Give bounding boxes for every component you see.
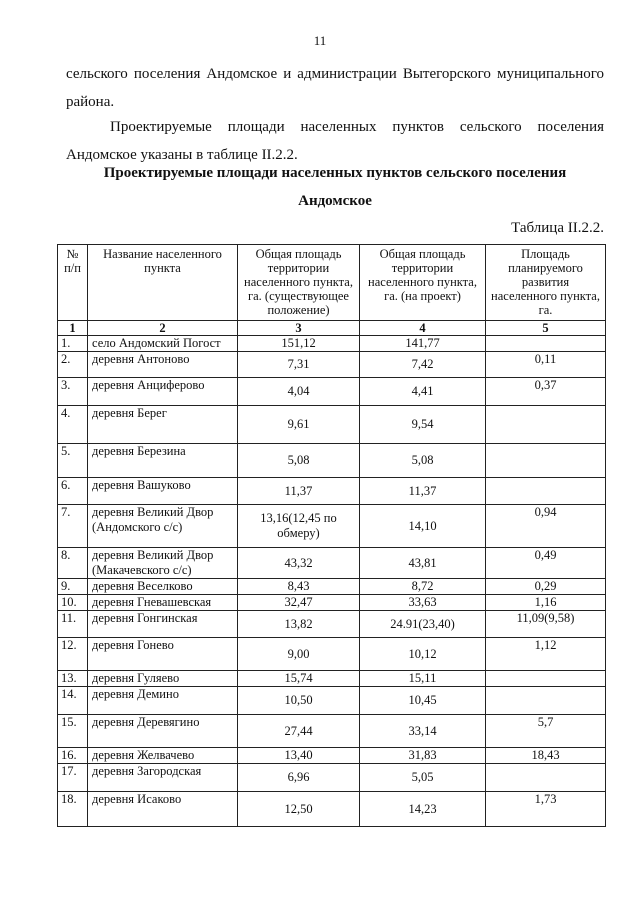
development-area: 0,94: [486, 505, 606, 548]
settlement-name: деревня Деревягино: [88, 715, 238, 748]
intro-paragraph-1: [66, 60, 604, 116]
table-row: [58, 764, 606, 792]
row-number: 1.: [58, 336, 88, 352]
project-area: 141,77: [360, 336, 486, 352]
existing-area: 43,32: [238, 548, 360, 579]
development-area: [486, 444, 606, 478]
row-number: 17.: [58, 764, 88, 792]
intro-line-2: района.: [66, 94, 115, 110]
settlement-name: деревня Загородская: [88, 764, 238, 792]
development-area: 18,43: [486, 748, 606, 764]
project-area: 7,42: [360, 352, 486, 378]
existing-area: 32,47: [238, 595, 360, 611]
table-row: [58, 687, 606, 715]
row-number: 3.: [58, 378, 88, 406]
row-number: 14.: [58, 687, 88, 715]
settlement-name: деревня Гневашевская: [88, 595, 238, 611]
row-number: 4.: [58, 406, 88, 444]
project-area: 15,11: [360, 671, 486, 687]
project-area: 11,37: [360, 478, 486, 505]
development-area: [486, 687, 606, 715]
table-row: [58, 792, 606, 827]
existing-area: 13,40: [238, 748, 360, 764]
project-area: 43,81: [360, 548, 486, 579]
settlement-name: деревня Березина: [88, 444, 238, 478]
project-area: 31,83: [360, 748, 486, 764]
development-area: [486, 478, 606, 505]
settlement-name: деревня Великий Двор (Макачевского с/с): [88, 548, 238, 579]
header-project-area: Общая площадь территории населенного пункта, га. (на проект): [360, 245, 486, 321]
project-area: 5,08: [360, 444, 486, 478]
table-header-row: [58, 245, 606, 321]
table-row: [58, 748, 606, 764]
existing-area: 12,50: [238, 792, 360, 827]
column-number: 3: [238, 321, 360, 336]
development-area: 5,7: [486, 715, 606, 748]
settlement-name: село Андомский Погост: [88, 336, 238, 352]
settlements-area-table: [57, 244, 606, 827]
table-row: [58, 478, 606, 505]
row-number: 16.: [58, 748, 88, 764]
row-number: 10.: [58, 595, 88, 611]
table-title-line-2: Андомское: [298, 193, 372, 209]
intro-line-3: Проектируемые площади населенных пунктов сельского поселения: [110, 119, 604, 135]
column-number: 5: [486, 321, 606, 336]
project-area: 14,23: [360, 792, 486, 827]
existing-area: 11,37: [238, 478, 360, 505]
settlement-name: деревня Желвачево: [88, 748, 238, 764]
settlement-name: деревня Демино: [88, 687, 238, 715]
project-area: 5,05: [360, 764, 486, 792]
project-area: 33,63: [360, 595, 486, 611]
intro-line-4: Андомское указаны в таблице II.2.2.: [66, 147, 298, 163]
project-area: 8,72: [360, 579, 486, 595]
intro-line-1: сельского поселения Андомское и администрации Вытегорского муниципального: [66, 66, 604, 82]
project-area: 10,12: [360, 638, 486, 671]
row-number: 15.: [58, 715, 88, 748]
settlement-name: деревня Веселково: [88, 579, 238, 595]
settlement-name: деревня Антоново: [88, 352, 238, 378]
existing-area: 13,16(12,45 по обмеру): [238, 505, 360, 548]
settlement-name: деревня Великий Двор (Андомского с/с): [88, 505, 238, 548]
table-row: [58, 638, 606, 671]
row-number: 13.: [58, 671, 88, 687]
existing-area: 4,04: [238, 378, 360, 406]
development-area: 1,12: [486, 638, 606, 671]
development-area: [486, 336, 606, 352]
project-area: 9,54: [360, 406, 486, 444]
row-number: 8.: [58, 548, 88, 579]
existing-area: 13,82: [238, 611, 360, 638]
development-area: 1,16: [486, 595, 606, 611]
table-body: [58, 336, 606, 827]
table-caption: Таблица II.2.2.: [511, 220, 604, 236]
settlement-name: деревня Анциферово: [88, 378, 238, 406]
table-row: [58, 548, 606, 579]
table-row: [58, 352, 606, 378]
existing-area: 27,44: [238, 715, 360, 748]
table-row: [58, 378, 606, 406]
table-row: [58, 579, 606, 595]
existing-area: 9,61: [238, 406, 360, 444]
column-number: 1: [58, 321, 88, 336]
existing-area: 15,74: [238, 671, 360, 687]
row-number: 9.: [58, 579, 88, 595]
table-row: [58, 595, 606, 611]
header-development-area: Площадь планируемого развития населенного пункта, га.: [486, 245, 606, 321]
row-number: 5.: [58, 444, 88, 478]
intro-paragraph-2: [66, 113, 604, 169]
development-area: 11,09(9,58): [486, 611, 606, 638]
row-number: 18.: [58, 792, 88, 827]
settlement-name: деревня Берег: [88, 406, 238, 444]
development-area: 1,73: [486, 792, 606, 827]
table-row: [58, 611, 606, 638]
page-number: 11: [313, 33, 327, 48]
existing-area: 5,08: [238, 444, 360, 478]
column-number-row: [58, 321, 606, 336]
settlement-name: деревня Вашуково: [88, 478, 238, 505]
development-area: [486, 764, 606, 792]
column-number: 4: [360, 321, 486, 336]
header-existing-area: Общая площадь территории населенного пункта, га. (существующее положение): [238, 245, 360, 321]
settlement-name: деревня Гонгинская: [88, 611, 238, 638]
row-number: 2.: [58, 352, 88, 378]
row-number: 7.: [58, 505, 88, 548]
header-name: Название населенного пункта: [88, 245, 238, 321]
table-row: [58, 336, 606, 352]
development-area: [486, 406, 606, 444]
existing-area: 8,43: [238, 579, 360, 595]
settlement-name: деревня Гонево: [88, 638, 238, 671]
settlement-name: деревня Исаково: [88, 792, 238, 827]
settlement-name: деревня Гуляево: [88, 671, 238, 687]
development-area: 0,29: [486, 579, 606, 595]
project-area: 4,41: [360, 378, 486, 406]
project-area: 10,45: [360, 687, 486, 715]
development-area: [486, 671, 606, 687]
table-row: [58, 715, 606, 748]
project-area: 14,10: [360, 505, 486, 548]
row-number: 6.: [58, 478, 88, 505]
existing-area: 7,31: [238, 352, 360, 378]
existing-area: 151,12: [238, 336, 360, 352]
development-area: 0,49: [486, 548, 606, 579]
project-area: 33,14: [360, 715, 486, 748]
project-area: 24.91(23,40): [360, 611, 486, 638]
table-row: [58, 406, 606, 444]
column-number: 2: [88, 321, 238, 336]
existing-area: 9,00: [238, 638, 360, 671]
table-row: [58, 505, 606, 548]
table-row: [58, 444, 606, 478]
table-row: [58, 671, 606, 687]
header-number: № п/п: [58, 245, 88, 321]
development-area: 0,11: [486, 352, 606, 378]
row-number: 11.: [58, 611, 88, 638]
row-number: 12.: [58, 638, 88, 671]
development-area: 0,37: [486, 378, 606, 406]
existing-area: 6,96: [238, 764, 360, 792]
table-title-line-1: Проектируемые площади населенных пунктов сельского поселения: [103, 165, 567, 181]
existing-area: 10,50: [238, 687, 360, 715]
